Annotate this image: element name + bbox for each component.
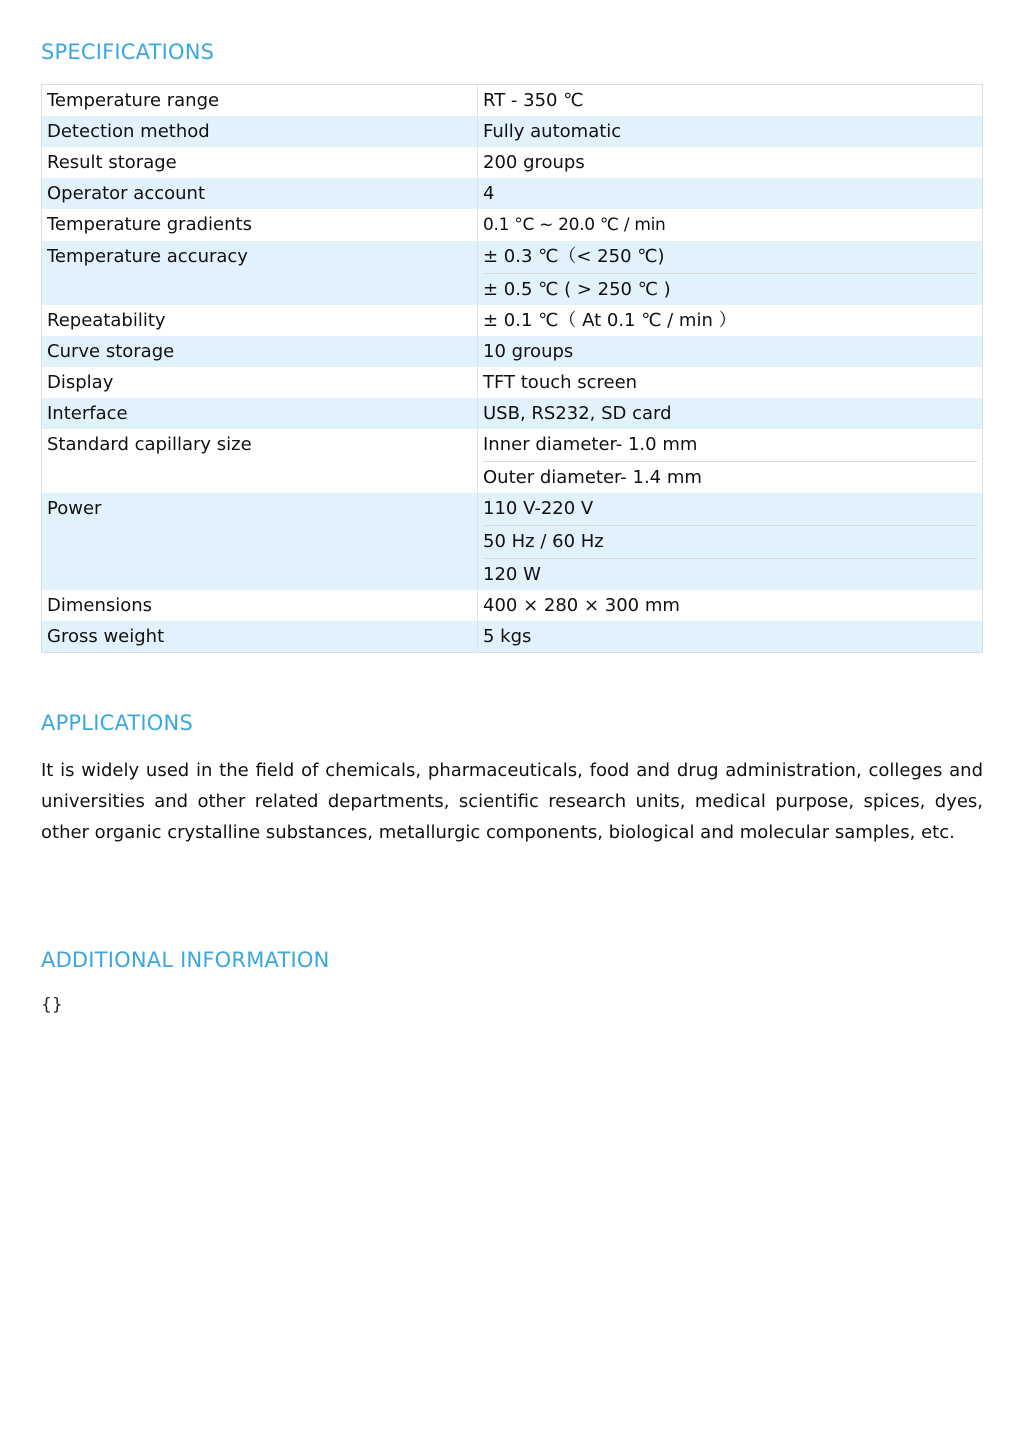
spec-value: 5 kgs [483,626,532,647]
spec-value: 110 V-220 V [483,493,977,526]
table-row [42,493,983,590]
specifications-heading: SPECIFICATIONS [41,40,215,64]
spec-label: Detection method [42,116,478,147]
spec-value-cell [478,493,983,590]
table-row [42,85,983,117]
spec-value: ± 0.3 ℃（< 250 ℃) [483,241,977,274]
spec-value: 400 × 280 × 300 mm [483,595,680,616]
spec-value: USB, RS232, SD card [483,403,672,424]
spec-label: Temperature range [42,85,478,117]
spec-value: 200 groups [483,152,585,173]
spec-value: 50 Hz / 60 Hz [483,526,977,559]
spec-value: ± 0.1 ℃（ At 0.1 ℃ / min ） [483,310,737,331]
spec-value: RT - 350 ℃ [483,90,584,111]
table-row [42,367,983,398]
table-row [42,178,983,209]
spec-value-cell [478,367,983,398]
spec-value-cell [478,398,983,429]
table-row [42,621,983,653]
spec-value: 10 groups [483,341,574,362]
spec-label: Operator account [42,178,478,209]
spec-label: Gross weight [42,621,478,653]
spec-label: Dimensions [42,590,478,621]
spec-label: Temperature accuracy [42,241,478,305]
table-row [42,336,983,367]
applications-text: It is widely used in the field of chemicals, pharmaceuticals, food and drug administration, colleges and universities and other related departments, scientific research units, medical purpose, spices, dyes, other organic crystalline substances, metallurgic components, biological and molecular samples, etc. [41,760,983,843]
spec-value: Outer diameter- 1.4 mm [483,467,702,488]
spec-value-cell [478,85,983,117]
spec-value-cell [478,178,983,209]
spec-label: Temperature gradients [42,209,478,241]
table-row [42,209,983,241]
spec-value-cell [478,116,983,147]
spec-value: 120 W [483,564,541,585]
spec-value: ± 0.5 ℃ ( > 250 ℃ ) [483,279,671,300]
spec-value-cell [478,147,983,178]
spec-label: Interface [42,398,478,429]
spec-value: Fully automatic [483,121,622,142]
spec-value-cell [478,305,983,336]
spec-value-cell [478,209,983,241]
spec-label: Standard capillary size [42,429,478,493]
specifications-table-body [42,85,983,653]
table-row [42,429,983,493]
spec-value: TFT touch screen [483,372,638,393]
spec-label: Result storage [42,147,478,178]
table-row [42,147,983,178]
spec-label: Curve storage [42,336,478,367]
additional-information-text: {} [41,995,63,1015]
spec-label: Display [42,367,478,398]
applications-heading: APPLICATIONS [41,711,193,735]
additional-information-heading: ADDITIONAL INFORMATION [41,948,330,972]
table-row [42,305,983,336]
table-row [42,116,983,147]
spec-value-cell [478,590,983,621]
spec-value-cell [478,336,983,367]
table-row [42,398,983,429]
spec-value: 4 [483,183,495,204]
table-row [42,590,983,621]
spec-value: 0.1 °C ~ 20.0 ℃ / min [483,215,666,235]
table-row [42,241,983,305]
spec-value-cell [478,429,983,493]
spec-value-cell [478,621,983,653]
spec-value: Inner diameter- 1.0 mm [483,429,977,462]
specifications-table [41,84,983,653]
spec-label: Power [42,493,478,590]
spec-label: Repeatability [42,305,478,336]
spec-value-cell [478,241,983,305]
